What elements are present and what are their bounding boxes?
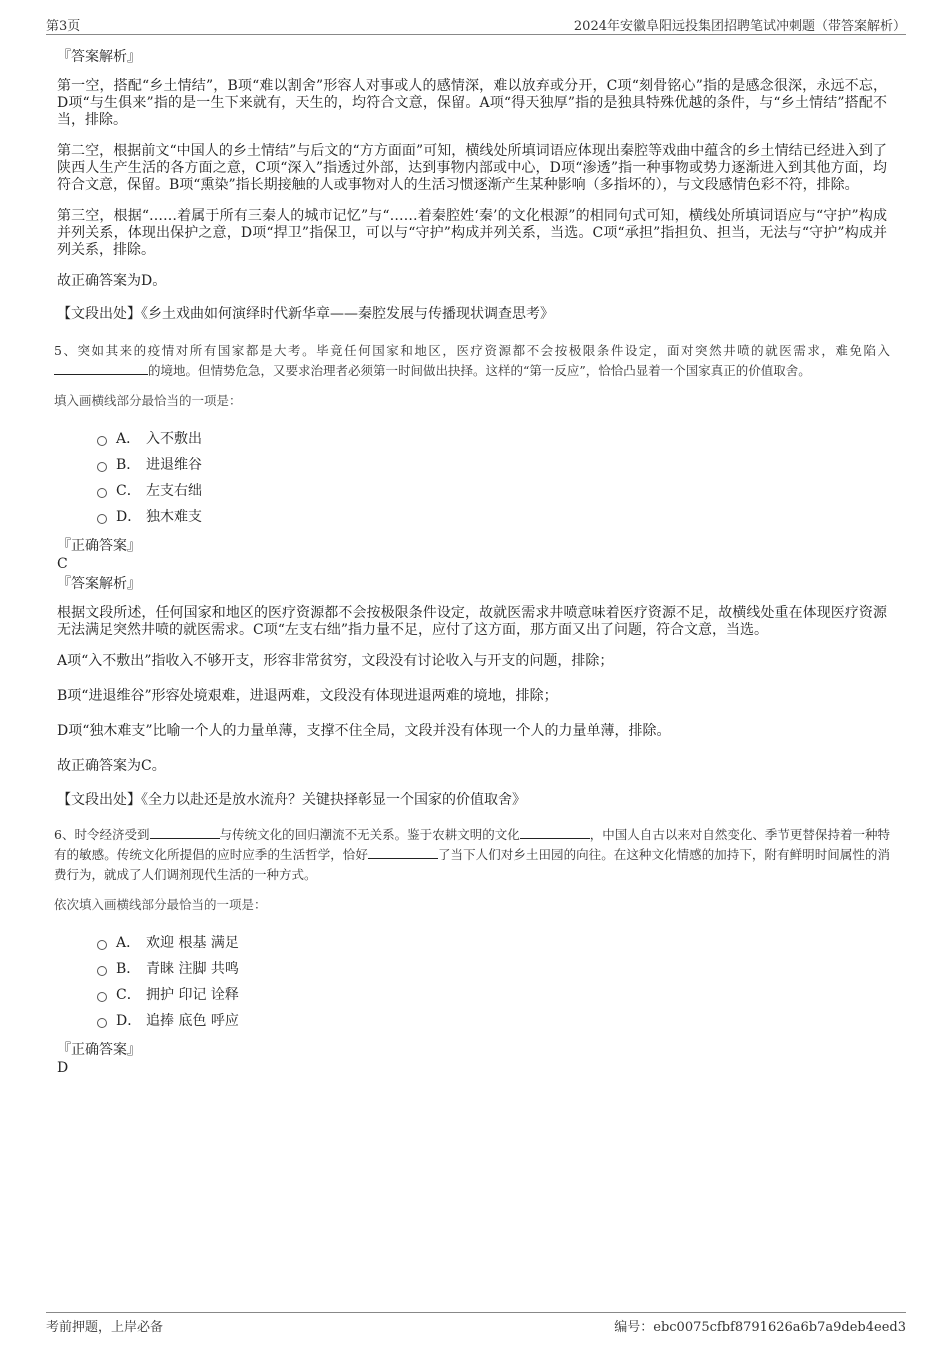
radio-button-icon[interactable] [97,462,107,472]
analysis-paragraph: 根据文段所述，任何国家和地区的医疗资源都不会按极限条件设定，故就医需求井喷意味着医疗资源不足，故横线处重在体现医疗资源无法满足突然井喷的就医需求。C项“左支右绌”指力量不足，应付了这方面，那方面又出了问题，符合文意，当选。 [57,605,887,638]
page-header [46,14,906,35]
option-c[interactable]: C． 拥护 印记 诠释 [97,981,887,1007]
analysis-paragraph: 第一空，搭配“乡土情结”，B项“难以割舍”形容人对事或人的感情深，难以放弃或分开，C项“刻骨铭心”指的是感念很深，永远不忘，D项“与生俱来”指的是一生下来就有，天生的，均符合文意，保留。A项“得天独厚”指的是独具特殊优越的条件，与“乡土情结”搭配不当，排除。 [57,78,887,128]
question-6-text: 6、时令经济受到 与传统文化的回归潮流不无关系。鉴于农耕文明的文化 ，中国人自古以来对自然变化、季节更替保持着一种特有的敏感。传统文化所提倡的应时应季的生活哲学，恰好 了当下人们对乡土田园的向往。在这种文化情感的加持下，附有鲜明时间属性的消费行为，就成了人们调剂现代生活的一种方式。 [54,827,890,882]
analysis-paragraph: 第三空，根据“……着属于所有三秦人的城市记忆”与“……着秦腔姓‘秦’的文化根源”的相同句式可知，横线处所填词语应与“守护”构成并列关系，体现出保护之意，D项“捍卫”指保卫，可以与“守护”构成并列关系，当选。C项“承担”指担负、担当，无法与“守护”构成并列关系，排除。 [57,208,887,258]
option-a[interactable]: A． 欢迎 根基 满足 [97,929,887,955]
option-d[interactable]: D． 追捧 底色 呼应 [97,1007,887,1033]
source-citation: 【文段出处】《乡土戏曲如何演绎时代新华章——秦腔发展与传播现状调查思考》 [57,306,554,322]
document-title: 2024年安徽阜阳远投集团招聘笔试冲刺题（带答案解析） [573,19,906,34]
analysis-paragraph: A项“入不敷出”指收入不够开支，形容非常贫穷，文段没有讨论收入与开支的问题，排除； [57,653,614,669]
page-content [54,48,890,1079]
radio-button-icon[interactable] [97,940,107,950]
document-id: 编号：ebc0075cfbf8791626a6b7a9deb4eed3 [614,1320,906,1335]
question-6-prompt: 依次填入画横线部分最恰当的一项是： [54,897,267,912]
correct-answer: D [57,1060,69,1076]
radio-button-icon[interactable] [97,992,107,1002]
correct-answer-label: 『正确答案』 [57,1042,141,1058]
question-5-text: 5、突如其来的疫情对所有国家都是大考。毕竟任何国家和地区，医疗资源都不会按极限条件设定，面对突然井喷的就医需求，难免陷入的境地。但情势危急，又要求治理者必须第一时间做出抉择。这样的“第一反应”，恰恰凸显着一个国家真正的价值取舍。 [54,343,890,378]
page-number: 第3页 [46,19,81,34]
analysis-conclusion: 故正确答案为C。 [57,758,166,774]
fill-blank [54,362,148,375]
option-b[interactable]: B． 进退维谷 [97,451,887,477]
analysis-paragraph: 第二空，根据前文“中国人的乡土情结”与后文的“方方面面”可知，横线处所填词语应体现出秦腔等戏曲中蕴含的乡土情结已经进入到了陕西人生产生活的各方面之意，C项“深入”指透过外部，达到事物内部或中心，D项“渗透”指一种事物或势力逐渐进入到其他方面，均符合文意，保留。B项“熏染”指长期接触的人或事物对人的生活习惯逐渐产生某种影响（多指坏的），与文段感情色彩不符，排除。 [57,143,887,193]
radio-button-icon[interactable] [97,488,107,498]
analysis-label: 『答案解析』 [57,49,141,65]
source-citation: 【文段出处】《全力以赴还是放水流舟？关键抉择彰显一个国家的价值取舍》 [57,792,526,808]
question-6-options [97,929,887,1033]
analysis-paragraph: D项“独木难支”比喻一个人的力量单薄，支撑不住全局，文段并没有体现一个人的力量单薄，排除。 [57,723,671,739]
option-a[interactable]: A． 入不敷出 [97,425,887,451]
radio-button-icon[interactable] [97,966,107,976]
question-5-prompt: 填入画横线部分最恰当的一项是： [54,393,242,408]
option-d[interactable]: D． 独木难支 [97,503,887,529]
footer-slogan: 考前押题，上岸必备 [46,1320,164,1335]
analysis-conclusion: 故正确答案为D。 [57,273,167,289]
option-b[interactable]: B． 青睐 注脚 共鸣 [97,955,887,981]
analysis-paragraph: B项“进退维谷”形容处境艰难，进退两难，文段没有体现进退两难的境地，排除； [57,688,558,704]
radio-button-icon[interactable] [97,436,107,446]
option-c[interactable]: C． 左支右绌 [97,477,887,503]
question-5-options [97,425,887,529]
fill-blank [368,846,438,859]
fill-blank [520,826,590,839]
radio-button-icon[interactable] [97,514,107,524]
correct-answer: C [57,556,68,572]
page-footer [46,1312,906,1337]
correct-answer-label: 『正确答案』 [57,538,141,554]
radio-button-icon[interactable] [97,1018,107,1028]
analysis-label: 『答案解析』 [57,576,141,592]
fill-blank [150,826,220,839]
